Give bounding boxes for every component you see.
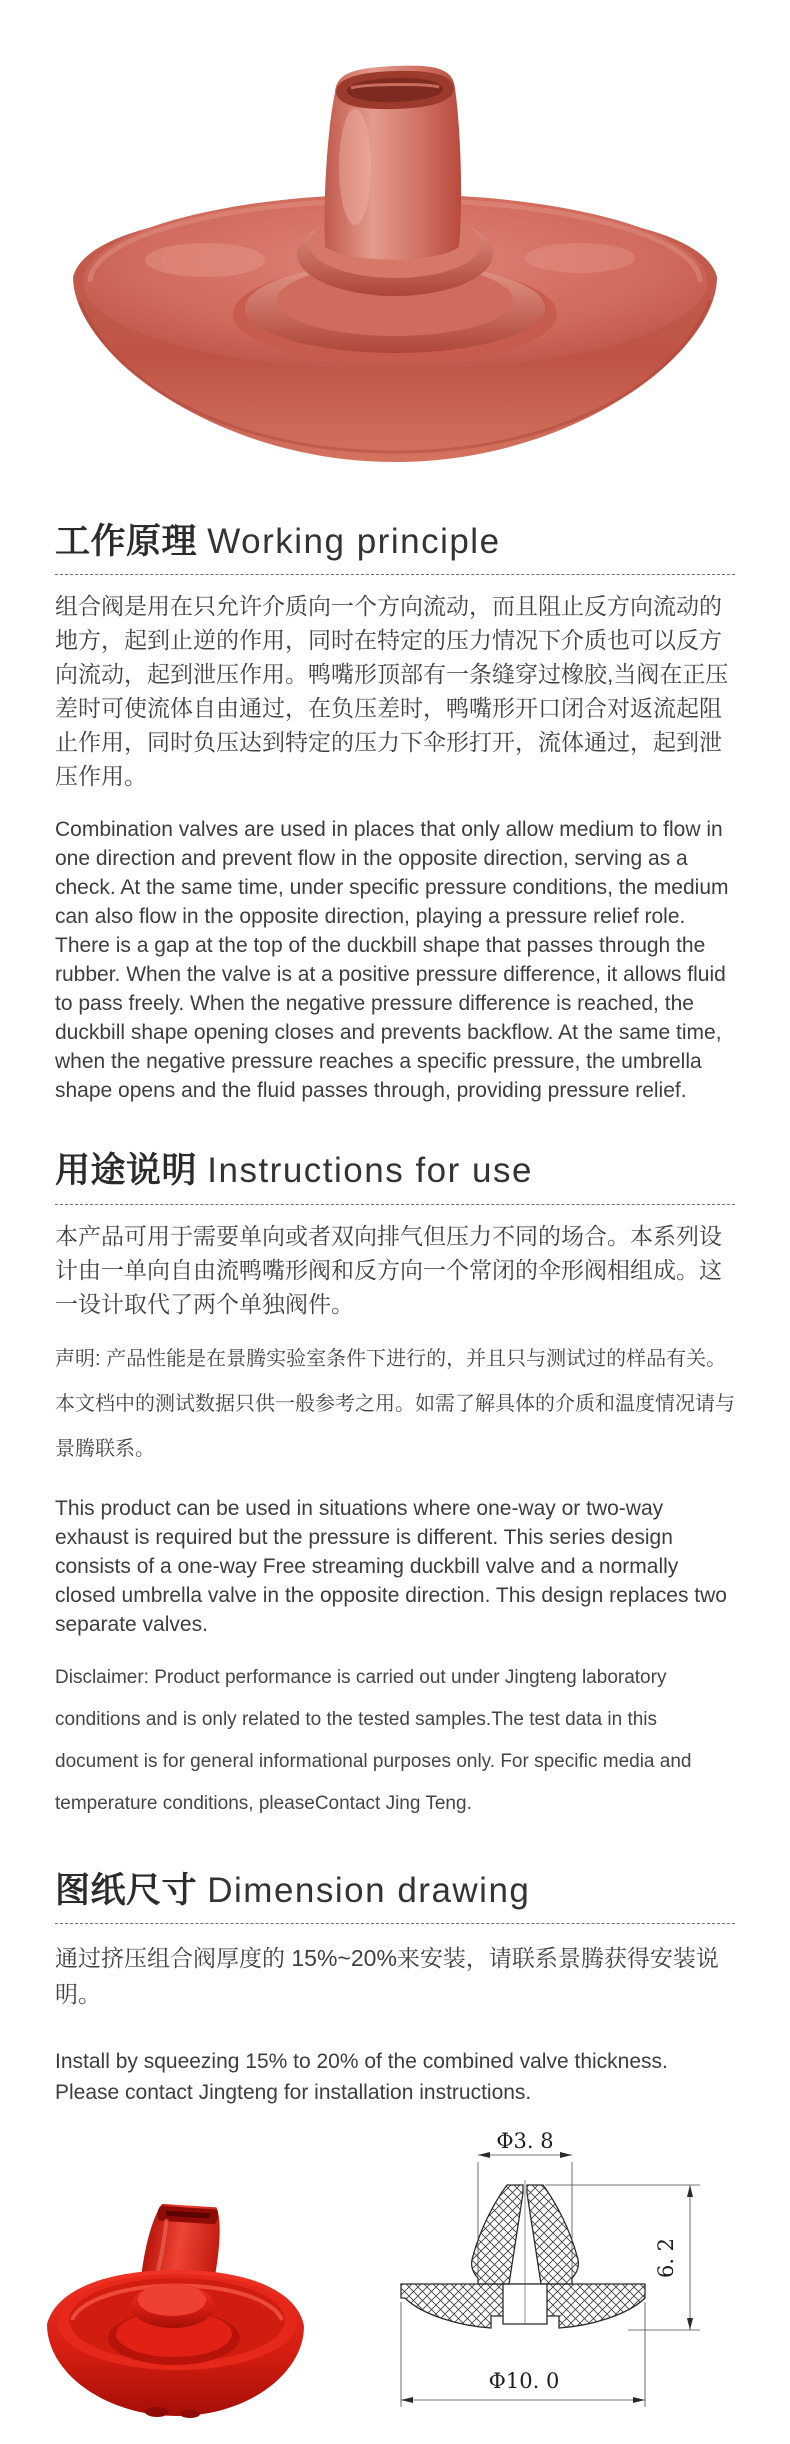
working-principle-heading [55,522,735,562]
heading-zh: 工作原理 [55,522,198,561]
dim-base-diameter: Φ10. 0 [488,2368,560,2393]
heading-en: Working principle [207,522,501,561]
page-content [0,522,790,2108]
heading-zh: 用途说明 [55,1151,198,1191]
heading-en: Dimension drawing [207,1870,531,1910]
duckbill-left-leg [472,2185,523,2284]
instructions-text-zh: 本产品可用于需要单向或者双向排气但压力不同的场合。本系列设计由一单向自由流鸭嘴形阀和反方向一个常闭的伞形阀相组成。这一设计取代了两个单独阀件。 [55,1222,722,1317]
heading-en: Instructions for use [207,1151,533,1191]
combination-valve-photo [55,22,735,472]
install-text-en: Install by squeezing 15% to 20% of the combined valve thickness. Please contact Jingteng for installation instructions. [55,2049,668,2104]
dashed-divider [55,1204,735,1205]
section-instructions [55,1151,735,1824]
working-principle-text-zh: 组合阀是用在只允许介质向一个方向流动，而且阻止反方向流动的地方，起到止逆的作用，同时在特定的压力情况下介质也可以反方向流动，起到泄压作用。鸭嘴形顶部有一条缝穿过橡胶,当阀在正压差时可使流体自由通过，在负压差时，鸭嘴形开口闭合对返流起阻止作用，同时负压达到特定的压力下伞形打开，流体通过，起到泄压作用。 [55,593,729,790]
product-photo [55,22,735,472]
dashed-divider [55,1923,735,1924]
dimension-heading [55,1871,735,1911]
disclaimer-text-zh: 声明: 产品性能是在景腾实验室条件下进行的，并且只与测试过的样品有关。本文档中的测试数据只供一般参考之用。如需了解具体的介质和温度情况请与景腾联系。 [55,1347,735,1460]
dim-height: 6. 2 [654,2237,678,2278]
duckbill-right-leg [527,2185,578,2284]
dashed-divider [55,574,735,575]
section-working-principle [55,522,735,1105]
heading-zh: 图纸尺寸 [55,1870,198,1910]
disclaimer-text-en: Disclaimer: Product performance is carried out under Jingteng laboratory conditions and is only related to the tested samples.The test data in this document is for general informational purposes only. For specific media and temperature conditions, pleaseContact Jing Teng. [55,1666,692,1814]
dim-top-diameter: Φ3. 8 [496,2128,554,2153]
install-text-zh: 通过挤压组合阀厚度的 15%~20%来安装，请联系景腾获得安装说明。 [55,1944,719,2007]
drawing-row [0,2114,790,2444]
instructions-heading [55,1151,735,1191]
working-principle-text-en: Combination valves are used in places that only allow medium to flow in one direction and prevent flow in the opposite direction, serving as a check. At the same time, under specific pressure conditions, the medium can also flow in the opposite direction, playing a pressure relief role. There is a gap at the top of the duckbill shape that passes through the rubber. When the valve is at a positive pressure difference, it allows fluid to pass freely. When the negative pressure difference is reached, the duckbill shape opening closes and prevents backflow. At the same time, when the negative pressure reaches a specific pressure, the umbrella shape opens and the fluid passes through, providing pressure relief. [55,818,729,1103]
instructions-text-en: This product can be used in situations where one-way or two-way exhaust is required but the pressure is different. This series design consists of a one-way Free streaming duckbill valve and a normally closed umbrella valve in the opposite direction. This design replaces two separate valves. [55,1496,727,1636]
dimension-drawing [328,2062,768,2432]
valve-3d-render [32,2182,312,2432]
